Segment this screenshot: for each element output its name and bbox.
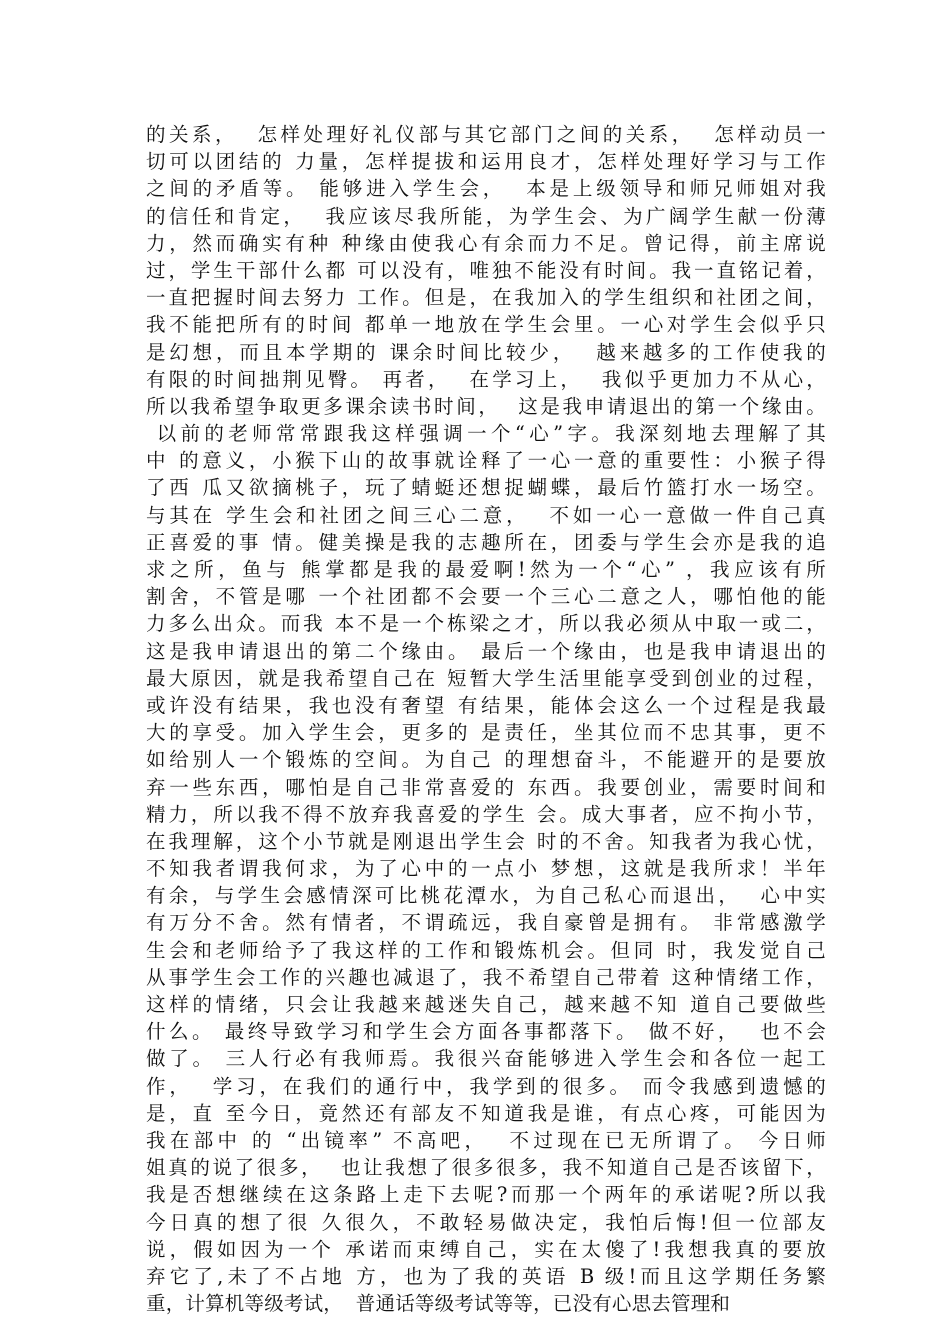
text-line: 有余，与学生会感情深可比桃花潭水，为自己私心而退出， 心中实	[146, 884, 826, 908]
text-line: 这是我申请退出的第二个缘由。 最后一个缘由，也是我申请退出的	[146, 639, 826, 663]
text-line: 重，计算机等级考试， 普通话等级考试等等，已没有心思去管理和	[146, 1292, 731, 1316]
text-line: 我在部中 的 “出镜率” 不高吧， 不过现在已无所谓了。 今日师	[146, 1128, 826, 1152]
body-text	[146, 121, 826, 1317]
text-line: 的关系， 怎样处理好礼仪部与其它部门之间的关系， 怎样动员一	[146, 123, 826, 146]
text-line: 之间的矛盾等。 能够进入学生会， 本是上级领导和师兄师姐对我	[146, 177, 826, 201]
text-line: 弃它了,未了不占地 方，也为了我的英语 B 级!而且这学期任务繁	[146, 1264, 826, 1288]
text-line: 有限的时间拙荆见臀。 再者， 在学习上， 我似乎更加力不从心，	[146, 367, 826, 391]
text-line: 求之所，鱼与 熊掌都是我的最爱啊!然为一个“心” ，我应该有所	[146, 558, 826, 581]
text-line: 以前的老师常常跟我这样强调一个“心”字。我深刻地去理解了其	[146, 422, 826, 446]
text-line: 精力，所以我不得不放弃我喜爱的学生 会。成大事者，应不拘小节，	[146, 802, 826, 826]
text-line: 有万分不舍。然有情者，不谓疏远，我自豪曾是拥有。 非常感激学	[146, 911, 826, 935]
text-line: 力，然而确实有种 种缘由使我心有余而力不足。曾记得，前主席说	[146, 231, 826, 255]
text-line: 割舍，不管是哪 一个社团都不会要一个三心二意之人，哪怕他的能	[146, 585, 826, 609]
text-line: 或许没有结果，我也没有奢望 有结果，能体会这么一个过程是我最	[146, 693, 826, 717]
text-line: 是，直 至今日，竟然还有部友不知道我是谁，有点心疼，可能因为	[146, 1101, 826, 1125]
text-line: 中 的意义，小猴下山的故事就诠释了一心一意的重要性：小猴子得	[146, 449, 826, 473]
text-line: 生会和老师给予了我这样的工作和锻炼机会。但同 时，我发觉自己	[146, 938, 826, 962]
text-line: 说，假如因为一个 承诺而束缚自己，实在太傻了!我想我真的要放	[146, 1237, 826, 1261]
text-line: 从事学生会工作的兴趣也减退了，我不希望自己带着 这种情绪工作，	[146, 965, 826, 989]
text-line: 所以我希望争取更多课余读书时间， 这是我申请退出的第一个缘由。	[146, 394, 826, 418]
text-line: 正喜爱的事 情。健美操是我的志趣所在，团委与学生会亦是我的追	[146, 530, 826, 554]
text-line: 作， 学习，在我们的通行中，我学到的很多。 而令我感到遗憾的	[146, 1074, 826, 1098]
text-line: 力多么出众。而我 本不是一个栋梁之才，所以我必须从中取一或二，	[146, 612, 826, 636]
text-line: 过，学生干部什么都 可以没有，唯独不能没有时间。我一直铭记着，	[146, 258, 826, 282]
text-line: 做了。 三人行必有我师焉。我很兴奋能够进入学生会和各位一起工	[146, 1047, 826, 1071]
text-line: 如给别人一个锻炼的空间。为自己 的理想奋斗，不能避开的是要放	[146, 748, 826, 772]
text-line: 今日真的想了很 久很久，不敢轻易做决定，我怕后悔!但一位部友	[146, 1210, 826, 1234]
text-line: 最大原因，就是我希望自己在 短暂大学生活里能享受到创业的过程，	[146, 666, 826, 690]
text-line: 姐真的说了很多， 也让我想了很多很多，我不知道自己是否该留下，	[146, 1156, 826, 1180]
text-line: 大的享受。加入学生会，更多的 是责任，坐其位而不忠其事，更不	[146, 721, 826, 745]
text-line: 与其在 学生会和社团之间三心二意， 不如一心一意做一件自己真	[146, 503, 826, 527]
text-line: 切可以团结的 力量，怎样提拔和运用良才，怎样处理好学习与工作	[146, 150, 826, 174]
text-line: 弃一些东西，哪怕是自己非常喜爱的 东西。我要创业，需要时间和	[146, 775, 826, 799]
text-line: 这样的情绪，只会让我越来越迷失自己，越来越不知 道自己要做些	[146, 993, 826, 1016]
text-line: 在我理解，这个小节就是刚退出学生会 时的不舍。知我者为我心忧，	[146, 829, 826, 853]
text-line: 什么。 最终导致学习和学生会方面各事都落下。 做不好， 也不会	[146, 1020, 826, 1044]
text-line: 我不能把所有的时间 都单一地放在学生会里。一心对学生会似乎只	[146, 313, 826, 337]
text-line: 的信任和肯定， 我应该尽我所能，为学生会、为广阔学生献一份薄	[146, 204, 826, 228]
text-line: 不知我者谓我何求，为了心中的一点小 梦想，这就是我所求！半年	[146, 857, 826, 881]
text-line: 是幻想，而且本学期的 课余时间比较少， 越来越多的工作使我的	[146, 340, 826, 364]
text-line: 了西 瓜又欲摘桃子，玩了蜻蜓还想捉蝴蝶，最后竹篮打水一场空。	[146, 476, 826, 500]
text-line: 我是否想继续在这条路上走下去呢?而那一个两年的承诺呢?所以我	[146, 1183, 826, 1207]
text-line: 一直把握时间去努力 工作。但是，在我加入的学生组织和社团之间，	[146, 286, 826, 310]
